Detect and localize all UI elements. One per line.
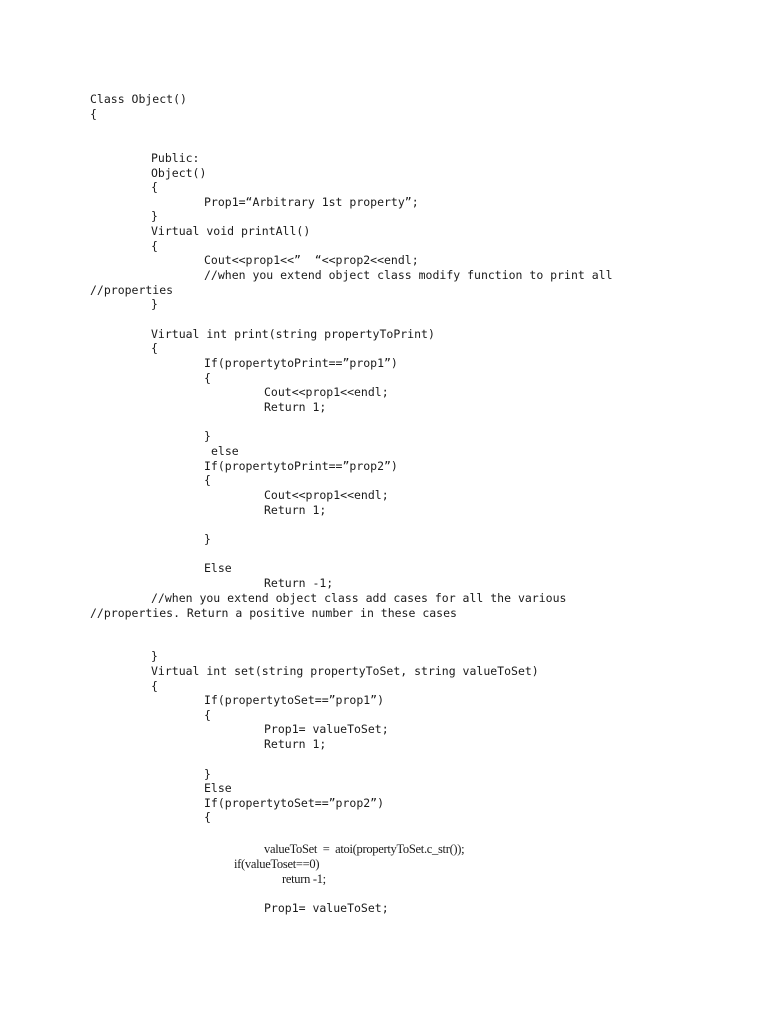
code-line: } [204,532,211,546]
code-line: } [151,297,158,311]
code-line: { [151,679,158,693]
code-line: Cout<<prop1<<endl; [264,488,389,502]
code-line: If(propertytoPrint==”prop1”) [204,356,398,370]
code-line: else [211,444,239,458]
code-line: If(propertytoPrint==”prop2”) [204,459,398,473]
code-line: { [204,708,211,722]
code-line: Public: [151,151,200,165]
code-comment: //properties. Return a positive number in these cases [90,606,457,620]
code-line: Object() [151,166,207,180]
code-line: } [204,429,211,443]
code-line: Prop1= valueToSet; [264,901,389,915]
code-line: Prop1=“Arbitrary 1st property”; [204,195,419,209]
code-line: } [151,209,158,223]
code-comment: //when you extend object class add cases for all the various [151,591,567,605]
code-line: Virtual void printAll() [151,224,311,238]
code-line: Return -1; [264,576,334,590]
code-line: { [90,107,97,121]
code-line: Virtual int print(string propertyToPrint) [151,327,435,341]
code-line: return -1; [282,872,326,886]
code-line: Else [204,781,232,795]
code-line: } [151,649,158,663]
code-line: Return 1; [264,503,327,517]
code-line: Class Object() [90,92,187,106]
code-line: Else [204,561,232,575]
code-line: Virtual int set(string propertyToSet, string valueToSet) [151,664,539,678]
code-line: } [204,767,211,781]
code-line: { [151,239,158,253]
code-line: { [151,341,158,355]
code-line: If(propertytoSet==”prop2”) [204,796,385,810]
code-line: { [151,180,158,194]
code-line: Prop1= valueToSet; [264,722,389,736]
code-line: valueToSet = atoi(propertyToSet.c_str()); [264,842,465,856]
code-line: If(propertytoSet==”prop1”) [204,693,385,707]
code-line: Return 1; [264,737,327,751]
code-line: Return 1; [264,400,327,414]
code-line: { [204,810,211,824]
code-comment: //properties [90,283,174,297]
code-comment: //when you extend object class modify function to print all [204,268,613,282]
code-line: Cout<<prop1<<” “<<prop2<<endl; [204,253,419,267]
code-line: Cout<<prop1<<endl; [264,385,389,399]
code-line: if(valueToset==0) [234,857,320,871]
code-line: { [204,371,211,385]
code-line: { [204,473,211,487]
